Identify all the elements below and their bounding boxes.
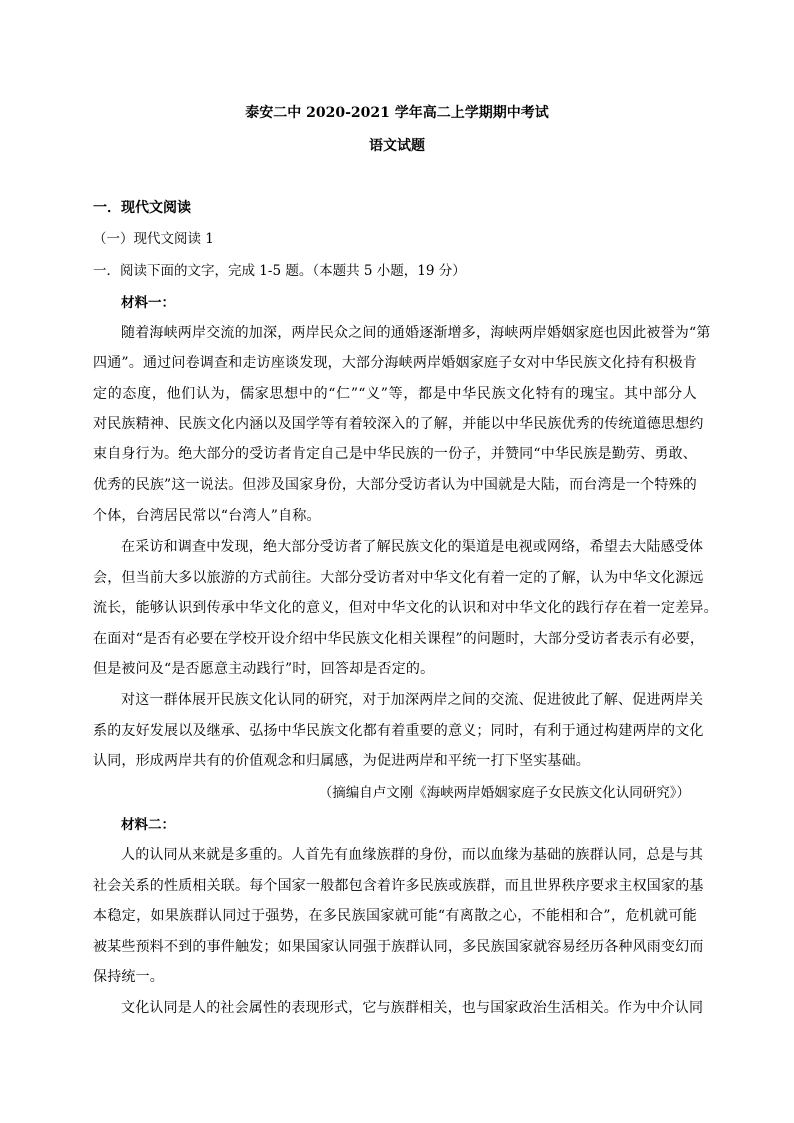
paragraph-line: 优秀的民族”这一说法。但涉及国家身份，大部分受访者认为中国就是大陆，而台湾是一个特殊的 <box>93 477 697 493</box>
paragraph-line: 对这一群体展开民族文化认同的研究，对于加深两岸之间的交流、促进彼此了解、促进两岸关 <box>121 692 704 708</box>
section-heading: 一．现代文阅读 <box>93 200 191 216</box>
subsection-heading: （一）现代文阅读 1 <box>93 231 214 247</box>
paragraph-line: 定的态度，他们认为，儒家思想中的“仁”“义”等，都是中华民族文化特有的瑰宝。其中部分人 <box>93 386 697 402</box>
paragraph-line: 在面对“是否有必要在学校开设介绍中华民族文化相关课程”的问题时，大部分受访者表示有必要， <box>93 631 705 647</box>
paragraph-line: 四通”。通过问卷调查和走访座谈发现，大部分海峡两岸婚姻家庭子女对中华民族文化持有积极肯 <box>93 355 697 371</box>
paragraph-line: 随着海峡两岸交流的加深，两岸民众之间的通婚逐渐增多，海峡两岸婚姻家庭也因此被誉为“第 <box>121 325 711 341</box>
paragraph-line: 人的认同从来就是多重的。人首先有血缘族群的身份，而以血缘为基础的族群认同，总是与其 <box>121 847 704 863</box>
paragraph-line: 会，但当前大多以旅游的方式前往。大部分受访者对中华文化有着一定的了解，认为中华文化源远 <box>93 570 704 586</box>
paragraph-line: 文化认同是人的社会属性的表现形式，它与族群相关，也与国家政治生活相关。作为中介认同 <box>121 1000 704 1016</box>
paragraph-line: 认同，形成两岸共有的价值观念和归属感，为促进两岸和平统一打下坚实基础。 <box>93 753 590 769</box>
paragraph-line: 个体，台湾居民常以“台湾人”自称。 <box>93 508 321 524</box>
document-title: 泰安二中 2020-2021 学年高二上学期期中考试 <box>245 105 549 121</box>
paragraph-line: 对民族精神、民族文化内涵以及国学等有着较深入的了解，并能以中华民族优秀的传统道德思想约 <box>93 416 704 432</box>
paragraph-line: 流长，能够认识到传承中华文化的意义，但对中华文化的认识和对中华文化的践行存在着一定差异。 <box>93 600 718 616</box>
material2-label: 材料二： <box>121 817 175 833</box>
paragraph-line: 保持统一。 <box>93 969 164 985</box>
paragraph-line: 在采访和调查中发现，绝大部分受访者了解民族文化的渠道是电视或网络，希望去大陆感受体 <box>121 539 704 555</box>
source-citation: （摘编自卢文刚《海峡两岸婚姻家庭子女民族文化认同研究》） <box>318 785 690 801</box>
paragraph-line: 社会关系的性质相关联。每个国家一般都包含着许多民族或族群，而且世界秩序要求主权国家的基 <box>93 878 704 894</box>
paragraph-line: 系的友好发展以及继承、弘扬中华民族文化都有着重要的意义；同时，有利于通过构建两岸的文化 <box>93 723 704 739</box>
document-subtitle: 语文试题 <box>369 138 425 154</box>
material1-label: 材料一： <box>121 295 175 311</box>
paragraph-line: 束自身行为。绝大部分的受访者肯定自己是中华民族的一份子，并赞同“中华民族是勤劳、勇敢、 <box>93 446 697 462</box>
paragraph-line: 本稳定，如果族群认同过于强势，在多民族国家就可能“有离散之心，不能相和合”，危机就可能 <box>93 908 697 924</box>
paragraph-line: 但是被问及“是否愿意主动践行”时，回答却是否定的。 <box>93 661 435 677</box>
paragraph-line: 被某些预料不到的事件触发；如果国家认同强于族群认同，多民族国家就容易经历各种风雨变幻而 <box>93 939 704 955</box>
instruction-text: 一．阅读下面的文字，完成 1-5 题。（本题共 5 小题，19 分） <box>93 263 466 279</box>
